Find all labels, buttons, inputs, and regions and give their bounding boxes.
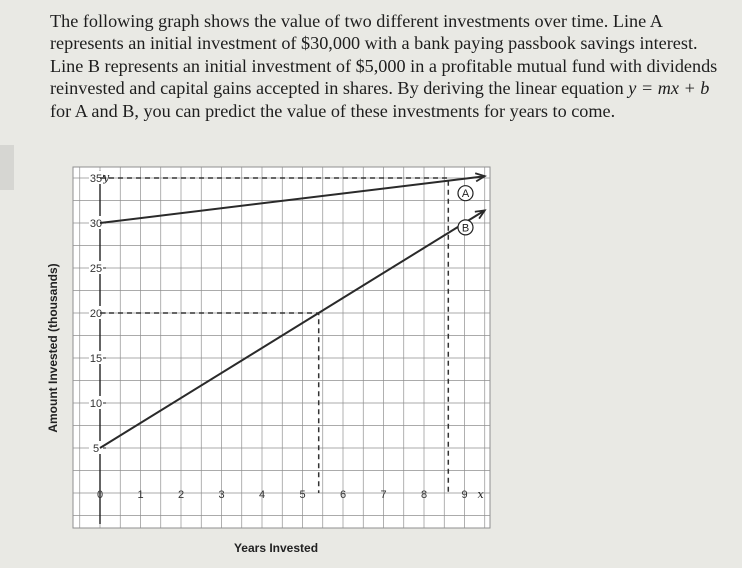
x-tick-label: 6	[339, 489, 347, 501]
y-tick-label: 30	[89, 218, 103, 230]
intro-sentence-3: for A and B, you can predict the value of these investments for years to come.	[50, 100, 616, 121]
y-tick-label: 10	[89, 398, 103, 410]
y-tick-label: 35	[89, 173, 103, 185]
x-axis-title: Years Invested	[233, 541, 319, 555]
intro-sentence-2: Line A represents an initial investment of $30,000 with a bank paying passbook savings interest. Line B represents an initial investment of $5,000 in a profitable mutual fund with dividends reinvested and capital gains accepted in shares. By deriving the linear equation	[50, 11, 718, 99]
linear-equation: y = mx + b	[628, 78, 710, 99]
x-tick-label: 5	[299, 489, 306, 501]
x-tick-label: 3	[218, 489, 225, 501]
y-axis-title: Amount Invested (thousands)	[46, 263, 60, 433]
grid-paper	[73, 167, 490, 528]
y-axis-variable: y	[103, 171, 110, 184]
x-tick-label: 7	[380, 489, 387, 501]
origin-label: 0	[96, 489, 104, 501]
intro-sentence-1: The following graph shows the value of two different investments over time.	[50, 11, 609, 31]
x-tick-label: 8	[420, 489, 428, 501]
series-tag-a: A	[461, 188, 470, 201]
y-tick-label: 20	[89, 308, 103, 320]
x-tick-label: 2	[177, 489, 185, 501]
x-tick-label: 4	[258, 489, 266, 501]
y-tick-label: 5	[92, 443, 100, 455]
x-tick-label: 1	[137, 489, 144, 501]
y-tick-label: 25	[89, 263, 103, 275]
series-tag-b: B	[461, 222, 470, 235]
y-tick-label: 15	[89, 353, 103, 365]
x-axis-variable: x	[477, 488, 484, 501]
x-tick-label: 9	[461, 489, 468, 501]
